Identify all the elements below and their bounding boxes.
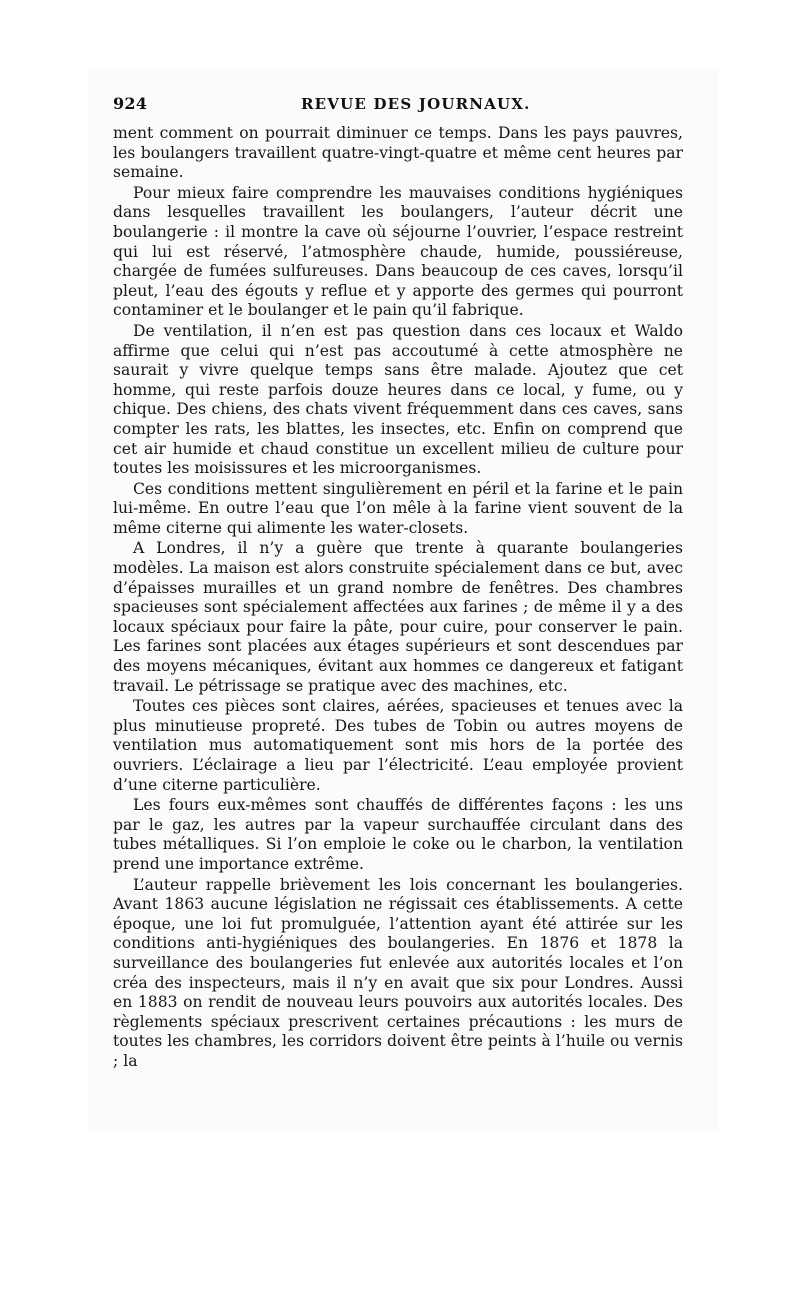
- page-number: 924: [113, 94, 148, 113]
- paragraph-laws: L’auteur rappelle brièvement les lois concernant les boulangeries. Avant 1863 aucune législation ne régissait ces établissements. A cette époque, une loi fut promulguée, l’attention ayant été attirée sur les conditions anti-hygiéniques des boulangeries. En 1876 et 1878 la surveillance des boulangeries fut enlevée aux autorités locales et l’on créa des inspecteurs, mais il n’y en avait que six pour Londres. Aussi en 1883 on rendit de nouveau leurs pouvoirs aux autorités locales. Des règlements spéciaux prescrivent certaines précautions : les murs de toutes les chambres, les corridors doivent être peints à l’huile ou vernis ; la: [113, 875, 683, 1070]
- paragraph-ovens: Les fours eux-mêmes sont chauffés de différentes façons : les uns par le gaz, les autres par la vapeur surchauffée circulant dans des tubes métalliques. Si l’on emploie le coke ou le charbon, la ventilation prend une importance extrême.: [113, 796, 683, 873]
- paragraph-flour-risk: Ces conditions mettent singulièrement en péril et la farine et le pain lui-même. En outre l’eau que l’on mêle à la farine vient souvent de la même citerne qui alimente les water-closets.: [113, 479, 683, 537]
- paragraph-london-model-bakeries: A Londres, il n’y a guère que trente à quarante boulangeries modèles. La maison est alors construite spécialement dans ce but, avec d’épaisses murailles et un grand nombre de fenêtres. Des chambres spacieuses sont spécialement affectées aux farines ; de même il y a des locaux spéciaux pour faire la pâte, pour cuire, pour conserver le pain. Les farines sont placées aux étages supérieurs et sont descendues par des moyens mécaniques, évitant aux hommes ce dangereux et fatigant travail. Le pétrissage se pratique avec des machines, etc.: [113, 539, 683, 695]
- article-text: [113, 124, 683, 1073]
- paragraph-rooms-cleanliness: Toutes ces pièces sont claires, aérées, spacieuses et tenues avec la plus minutieuse propreté. Des tubes de Tobin ou autres moyens de ventilation mus automatiquement sont mis hors de la portée des ouvriers. L’éclairage a lieu par l’électricité. L’eau employée provient d’une citerne particulière.: [113, 697, 683, 794]
- paragraph-bakery-conditions: Pour mieux faire comprendre les mauvaises conditions hygiéniques dans lesquelles travaillent les boulangers, l’auteur décrit une boulangerie : il montre la cave où séjourne l’ouvrier, l’espace restreint qui lui est réservé, l’atmosphère chaude, humide, poussiéreuse, chargée de fumées sulfureuses. Dans beaucoup de ces caves, lorsqu’il pleut, l’eau des égouts y reflue et y apporte des germes qui pourront contaminer et le boulanger et le pain qu’il fabrique.: [113, 183, 683, 320]
- paragraph-ventilation: De ventilation, il n’en est pas question dans ces locaux et Waldo affirme que celui qui n’est pas accoutumé à cette atmosphère ne saurait y vivre quelque temps sans être malade. Ajoutez que cet homme, qui reste parfois douze heures dans ce local, y fume, ou y chique. Des chiens, des chats vivent fréquemment dans ces caves, sans compter les rats, les blattes, les insectes, etc. Enfin on comprend que cet air humide et chaud constitue un excellent milieu de culture pour toutes les moisissures et les microorganismes.: [113, 321, 683, 478]
- running-title: REVUE DES JOURNAUX.: [301, 95, 531, 113]
- page-header: [113, 94, 683, 118]
- paragraph-continuation: ment comment on pourrait diminuer ce temps. Dans les pays pauvres, les boulangers travaillent quatre-vingt-quatre et même cent heures par semaine.: [113, 124, 683, 182]
